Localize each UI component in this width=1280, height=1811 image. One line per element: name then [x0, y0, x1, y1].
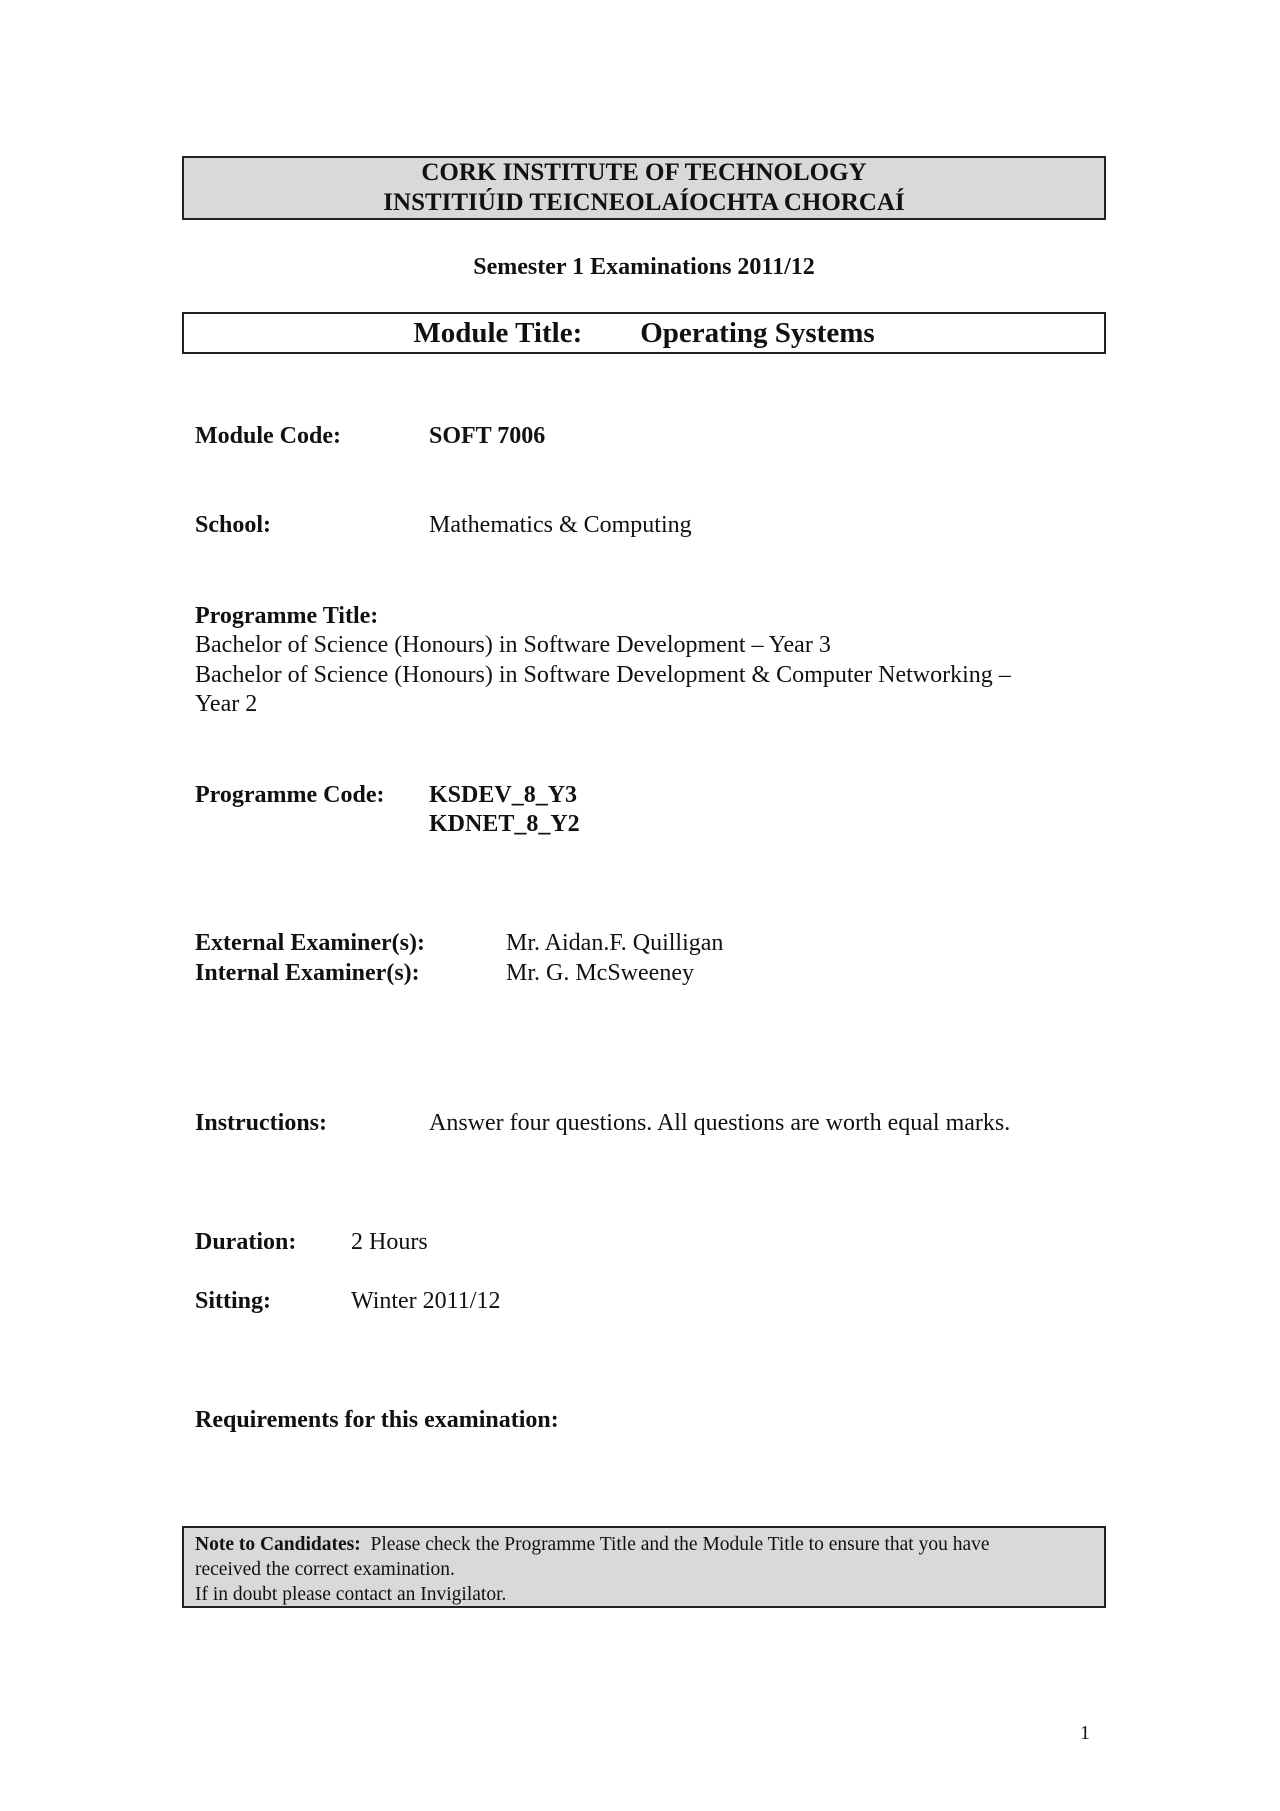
external-examiner-label: External Examiner(s):	[195, 930, 425, 956]
programme-title-label: Programme Title:	[195, 603, 379, 629]
internal-examiner-value: Mr. G. McSweeney	[506, 960, 694, 986]
duration-label: Duration:	[195, 1229, 297, 1255]
note-line	[195, 1532, 1093, 1557]
requirements-label: Requirements for this examination:	[195, 1407, 559, 1433]
note-label: Note to Candidates:	[195, 1534, 361, 1555]
programme-title-line: Bachelor of Science (Honours) in Software Development – Year 3	[195, 632, 831, 658]
sitting-label: Sitting:	[195, 1288, 272, 1314]
duration-value: 2 Hours	[351, 1229, 428, 1255]
programme-title-line: Bachelor of Science (Honours) in Software Development & Computer Networking –	[195, 662, 1011, 688]
module-title-value: Operating Systems	[640, 316, 875, 349]
sitting-value: Winter 2011/12	[351, 1288, 501, 1314]
instructions-value: Answer four questions. All questions are worth equal marks.	[429, 1110, 1011, 1136]
module-title-label: Module Title:	[413, 316, 583, 349]
institute-name-english: CORK INSTITUTE OF TECHNOLOGY	[421, 159, 867, 186]
instructions-label: Instructions:	[195, 1110, 328, 1136]
programme-code-value: KSDEV_8_Y3	[429, 782, 578, 808]
semester-heading: Semester 1 Examinations 2011/12	[473, 254, 815, 280]
note-line: received the correct examination.	[195, 1559, 455, 1580]
page-number: 1	[1080, 1722, 1090, 1744]
programme-code-value: KDNET_8_Y2	[429, 811, 580, 837]
module-code-label: Module Code:	[195, 423, 341, 449]
school-value: Mathematics & Computing	[429, 512, 692, 538]
institute-header	[182, 156, 1106, 220]
note-to-candidates-box	[182, 1526, 1106, 1608]
institute-name-irish: INSTITIÚID TEICNEOLAÍOCHTA CHORCAÍ	[383, 189, 905, 216]
module-code-value: SOFT 7006	[429, 423, 546, 449]
internal-examiner-label: Internal Examiner(s):	[195, 960, 420, 986]
note-text: Please check the Programme Title and the Module Title to ensure that you have	[370, 1534, 990, 1555]
school-label: School:	[195, 512, 272, 538]
programme-title-line: Year 2	[195, 691, 258, 717]
programme-code-label: Programme Code:	[195, 782, 385, 808]
external-examiner-value: Mr. Aidan.F. Quilligan	[506, 930, 724, 956]
module-title-box	[182, 312, 1106, 354]
note-line: If in doubt please contact an Invigilator.	[195, 1584, 507, 1605]
